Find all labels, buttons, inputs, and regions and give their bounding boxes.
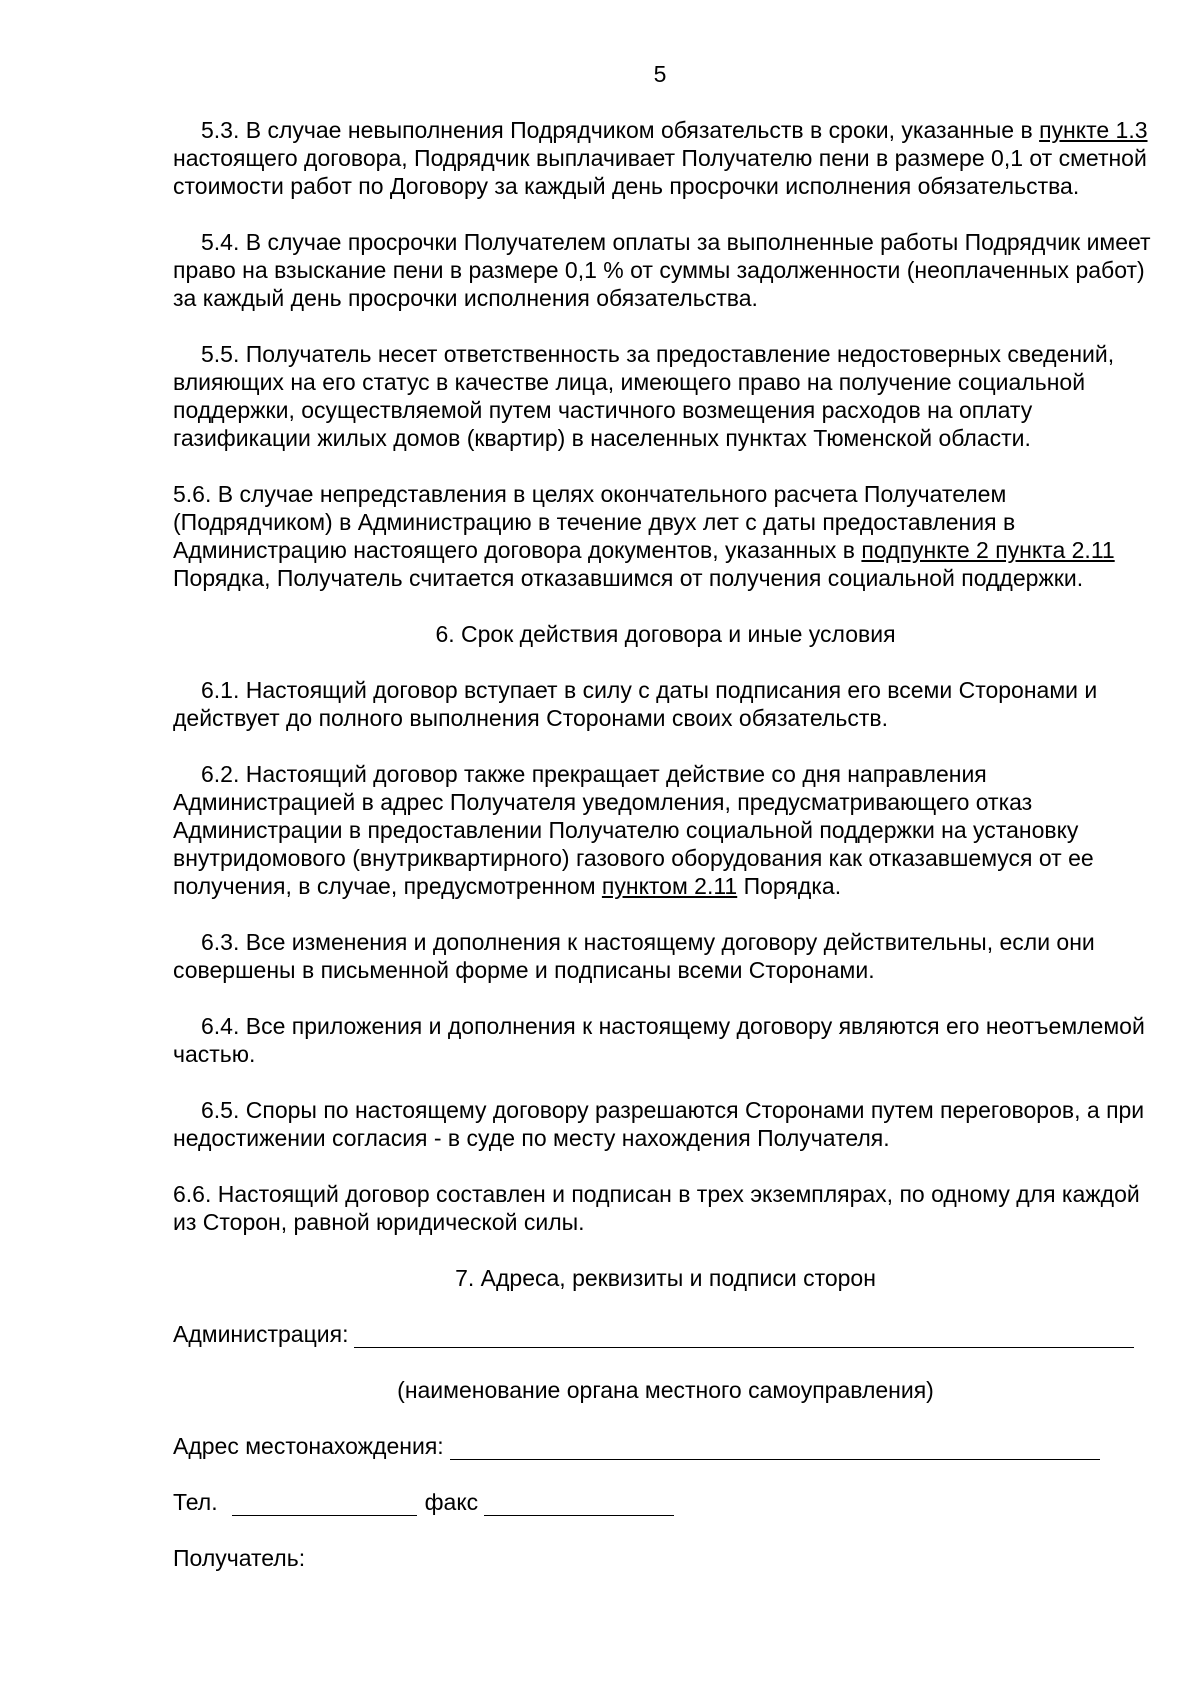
paragraph-6-2-text-a: 6.2. Настоящий договор также прекращает действие со дня направления Администрацией в адрес Получателя уведомления, предусматривающего отказ Администрации в предоставлении Получателю социальной поддержки на установку внутридомового (внутриквартирного) газового оборудования как отказавшемуся от ее получения, в случае, предусмотренном — [173, 761, 1094, 899]
address-blank-line[interactable] — [450, 1437, 1100, 1460]
paragraph-5-5: 5.5. Получатель несет ответственность за предоставление недостоверных сведений, влияющих на его статус в качестве лица, имеющего право на получение социальной поддержки, осуществляемой путем частичного возмещения расходов на оплату газификации жилых домов (квартир) в населенных пунктах Тюменской области. — [173, 341, 1115, 451]
paragraph-5-3 — [173, 116, 1158, 200]
section-7-title: 7. Адреса, реквизиты и подписи сторон — [455, 1265, 876, 1291]
phone-label: Тел. — [173, 1489, 218, 1515]
link-punktom-2-11[interactable]: пунктом 2.11 — [601, 873, 738, 899]
paragraph-6-2-text-b: Порядка. — [737, 873, 842, 899]
paragraph-5-6-text-a: 5.6. В случае непредставления в целях окончательного расчета Получателем (Подрядчиком) в Администрацию в течение двух лет с даты предоставления в Администрацию настоящего договора документов, указанных в — [173, 481, 1016, 563]
fax-blank-line[interactable] — [484, 1493, 674, 1516]
paragraph-6-1: 6.1. Настоящий договор вступает в силу с даты подписания его всеми Сторонами и действует до полного выполнения Сторонами своих обязательств. — [173, 677, 1098, 731]
paragraph-5-4: 5.4. В случае просрочки Получателем оплаты за выполненные работы Подрядчик имеет право на взыскание пени в размере 0,1 % от суммы задолженности (неоплаченных работ) за каждый день просрочки исполнения обязательства. — [173, 229, 1151, 311]
address-label: Адрес местонахождения: — [173, 1433, 444, 1459]
link-punkt-1-3[interactable]: пункте 1.3 — [1039, 117, 1148, 143]
administration-label: Администрация: — [173, 1321, 349, 1347]
link-podpunkt-2-punkta-2-11[interactable]: подпункте 2 пункта 2.11 — [861, 537, 1115, 563]
paragraph-5-3-text-a: 5.3. В случае невыполнения Подрядчиком обязательств в сроки, указанные в — [201, 117, 1040, 143]
paragraph-6-5: 6.5. Споры по настоящему договору разрешаются Сторонами путем переговоров, а при недостижении согласия - в суде по месту нахождения Получателя. — [173, 1097, 1145, 1151]
recipient-label: Получатель: — [173, 1545, 306, 1571]
paragraph-5-3-text-b: настоящего договора, Подрядчик выплачивает Получателю пени в размере 0,1 от сметной стоимости работ по Договору за каждый день просрочки исполнения обязательства. — [173, 145, 1147, 199]
phone-blank-line[interactable] — [232, 1493, 417, 1516]
paragraph-6-4: 6.4. Все приложения и дополнения к настоящему договору являются его неотъемлемой частью. — [173, 1013, 1145, 1067]
address-field — [173, 1432, 1158, 1460]
section-6-title: 6. Срок действия договора и иные условия — [435, 621, 896, 647]
paragraph-5-6 — [173, 480, 1158, 592]
paragraph-5-6-text-b: Порядка, Получатель считается отказавшимся от получения социальной поддержки. — [173, 565, 1084, 591]
phone-fax-field — [173, 1488, 1158, 1516]
paragraph-6-3: 6.3. Все изменения и дополнения к настоящему договору действительны, если они совершены в письменной форме и подписаны всеми Сторонами. — [173, 929, 1095, 983]
paragraph-6-6: 6.6. Настоящий договор составлен и подписан в трех экземплярах, по одному для каждой из Сторон, равной юридической силы. — [173, 1181, 1140, 1235]
administration-note: (наименование органа местного самоуправления) — [397, 1377, 934, 1403]
fax-label: факс — [424, 1489, 479, 1515]
recipient-field — [173, 1544, 1158, 1572]
administration-field — [173, 1320, 1158, 1348]
paragraph-6-2 — [173, 760, 1158, 900]
document-body — [173, 116, 1158, 1600]
page-number: 5 — [653, 61, 667, 87]
administration-blank-line[interactable] — [354, 1325, 1134, 1348]
